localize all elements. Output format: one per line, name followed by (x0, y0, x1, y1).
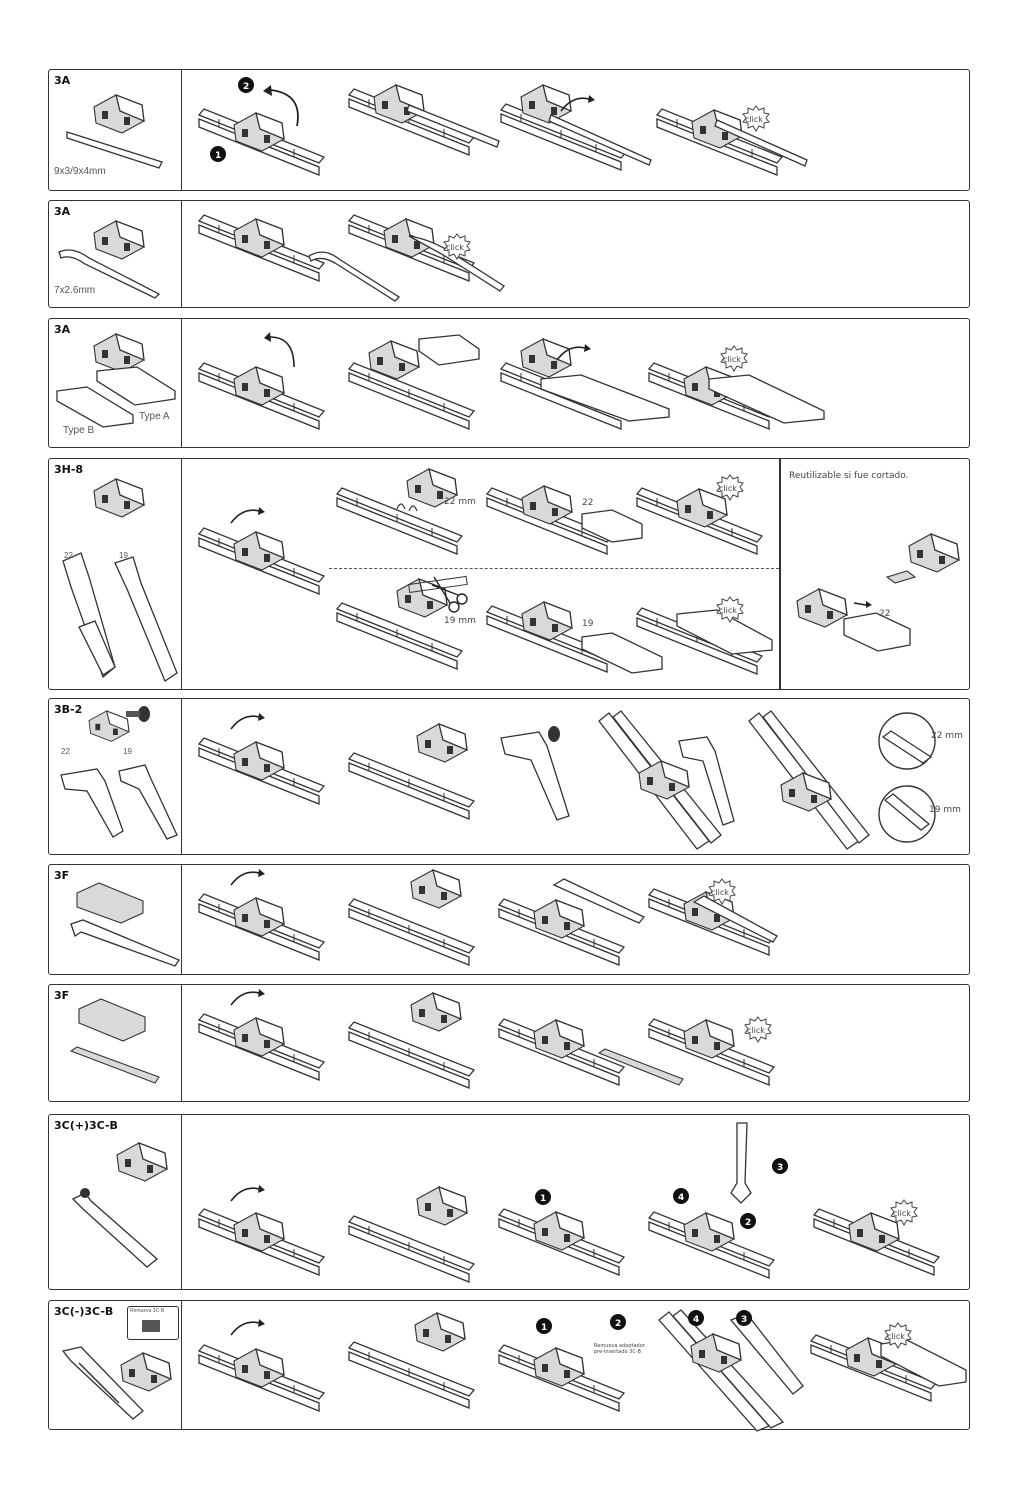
wiper-arm-icon (71, 1047, 181, 1087)
click-burst-icon (891, 1200, 921, 1230)
svg-text:2: 2 (243, 82, 250, 92)
badge-icon (609, 1313, 629, 1333)
dim-label: 19 (582, 619, 594, 629)
click-burst-icon (885, 1323, 915, 1353)
click-burst-icon (709, 879, 739, 909)
svg-text:1: 1 (215, 151, 222, 161)
row-thumbnail (49, 70, 182, 190)
arm-22-icon (59, 547, 119, 687)
step-2 (349, 85, 509, 175)
pin-icon (124, 704, 154, 724)
svg-text:click: click (723, 355, 741, 364)
click-burst-icon (745, 1017, 775, 1047)
step-4 (649, 1123, 789, 1288)
dim-label: 22 (879, 609, 891, 619)
wiper-arm-icon (67, 130, 177, 170)
svg-text:2: 2 (745, 1218, 752, 1228)
type-b-adapter-icon (57, 387, 137, 427)
svg-text:click: click (747, 1026, 765, 1035)
dim-label: 19 (119, 551, 128, 560)
step-3 (499, 1326, 649, 1421)
adapter-icon (79, 999, 149, 1044)
step-1 (199, 1010, 329, 1090)
badge-icon (535, 1317, 555, 1337)
arm-19-icon (111, 549, 181, 689)
click-burst-icon (743, 106, 773, 136)
badge-icon (771, 1157, 791, 1177)
badge-icon (735, 1309, 755, 1329)
step-3 (499, 724, 589, 824)
row-3c-plus (48, 1114, 970, 1290)
wiper-arm-icon (71, 920, 181, 970)
step-1 (199, 359, 329, 439)
badge-icon (534, 1188, 554, 1208)
detail-19-icon (877, 784, 937, 844)
dim-label: 22 (582, 498, 594, 508)
svg-text:click: click (893, 1209, 911, 1218)
step-4-bottom (637, 594, 787, 679)
adapter-note: Remueva adaptador pre-insertado 3C-B (594, 1343, 645, 1355)
step-3-top (487, 474, 657, 564)
arrow-icon (231, 507, 271, 537)
click-burst-icon (717, 597, 747, 627)
step-4 (659, 1306, 809, 1431)
clip-icon (887, 571, 917, 585)
step-1 (199, 734, 329, 814)
step-2 (349, 993, 489, 1093)
adapter-icon (121, 1353, 181, 1398)
svg-text:click: click (711, 888, 729, 897)
arm-19-icon (117, 759, 182, 844)
step-2 (349, 1187, 489, 1287)
step-4-top (637, 479, 787, 559)
arrow-icon (231, 1319, 271, 1349)
badge-icon (237, 76, 257, 96)
arrow-icon (231, 989, 271, 1019)
svg-text:click: click (719, 606, 737, 615)
badge-icon (672, 1187, 692, 1207)
click-burst-icon (444, 234, 474, 264)
remove-inset (127, 1306, 179, 1340)
arrow-icon (231, 1185, 271, 1215)
step-4 (599, 711, 739, 851)
svg-text:click: click (719, 484, 737, 493)
wiper-arm-icon (69, 1187, 179, 1277)
row-code: 3C(+)3C-B (54, 1119, 118, 1132)
row-3h-8 (48, 458, 970, 690)
reuse-note: Reutilizable si fue cortado. (789, 471, 909, 481)
row-3a-9x3 (48, 69, 970, 191)
scissors-icon (404, 567, 474, 617)
dim-label: 19 mm (929, 805, 961, 815)
size-label: 7x2.6mm (54, 285, 96, 296)
svg-text:3: 3 (741, 1315, 748, 1325)
dim-label: 22 (61, 747, 70, 756)
arrow-icon (557, 344, 597, 374)
row-thumbnail (49, 459, 182, 689)
type-b-label: Type B (63, 425, 95, 436)
badge-icon (739, 1212, 759, 1232)
row-code: 3A (54, 74, 71, 87)
arrow-icon (561, 95, 601, 125)
svg-text:4: 4 (678, 1193, 685, 1203)
dim-label: 22 mm (444, 497, 476, 507)
adapter-icon (94, 479, 154, 524)
adapter-icon (117, 1143, 177, 1188)
step-2 (349, 1313, 489, 1413)
arrow-icon (854, 599, 874, 609)
clip-icon (140, 1316, 164, 1336)
reuse-panel (779, 459, 781, 689)
svg-text:click: click (446, 243, 464, 252)
row-3c-minus (48, 1300, 970, 1430)
step-1 (199, 1341, 329, 1421)
step-2 (349, 329, 509, 439)
arrow-icon (231, 869, 271, 899)
row-3b-2 (48, 698, 970, 855)
row-thumbnail (49, 865, 182, 974)
step-5 (814, 1205, 954, 1285)
svg-text:2: 2 (615, 1319, 622, 1329)
row-code: 3A (54, 205, 71, 218)
adapter-icon (909, 534, 969, 579)
adapter-icon (77, 883, 147, 923)
svg-text:1: 1 (540, 1194, 547, 1204)
row-thumbnail (49, 699, 182, 854)
row-thumbnail (49, 1301, 182, 1429)
dim-label: 19 mm (444, 616, 476, 626)
row-thumbnail (49, 1115, 182, 1289)
row-code: 3B-2 (54, 703, 83, 716)
row-thumbnail (49, 985, 182, 1101)
svg-text:1: 1 (541, 1323, 548, 1333)
step-5 (749, 711, 869, 851)
dim-label: 19 (123, 747, 132, 756)
click-burst-icon (721, 346, 751, 376)
row-3a-type (48, 318, 970, 448)
row-code: 3F (54, 869, 70, 882)
svg-text:4: 4 (693, 1315, 700, 1325)
type-a-label: Type A (139, 411, 170, 422)
step-3 (499, 875, 649, 965)
arrow-icon (257, 82, 307, 132)
svg-text:click: click (745, 115, 763, 124)
badge-icon (209, 145, 229, 165)
dim-label: 22 mm (931, 731, 963, 741)
step-3 (499, 1200, 649, 1285)
dim-label: 22 (64, 551, 73, 560)
step-1 (199, 890, 329, 970)
size-label: 9x3/9x4mm (54, 166, 106, 177)
divider-line (329, 568, 779, 569)
arrow-icon (231, 713, 271, 743)
row-3f-b (48, 984, 970, 1102)
row-thumbnail (49, 201, 182, 307)
remove-label: Remueva 3C-B (130, 1308, 165, 1314)
row-code: 3A (54, 323, 71, 336)
row-3a-7x2 (48, 200, 970, 308)
step-2-top (337, 469, 487, 564)
row-thumbnail (49, 319, 182, 447)
svg-text:3: 3 (777, 1163, 784, 1173)
row-3f-a (48, 864, 970, 975)
step-2 (349, 724, 489, 824)
badge-icon (687, 1309, 707, 1329)
row-code: 3C(-)3C-B (54, 1305, 114, 1318)
detail-22-icon (877, 711, 937, 771)
arrow-icon (264, 331, 304, 371)
row-code: 3F (54, 989, 70, 1002)
step-2 (349, 870, 489, 970)
row-code: 3H-8 (54, 463, 84, 476)
step-1 (199, 1205, 329, 1285)
step-4 (657, 100, 817, 180)
svg-text:click: click (887, 1332, 905, 1341)
click-burst-icon (717, 475, 747, 505)
